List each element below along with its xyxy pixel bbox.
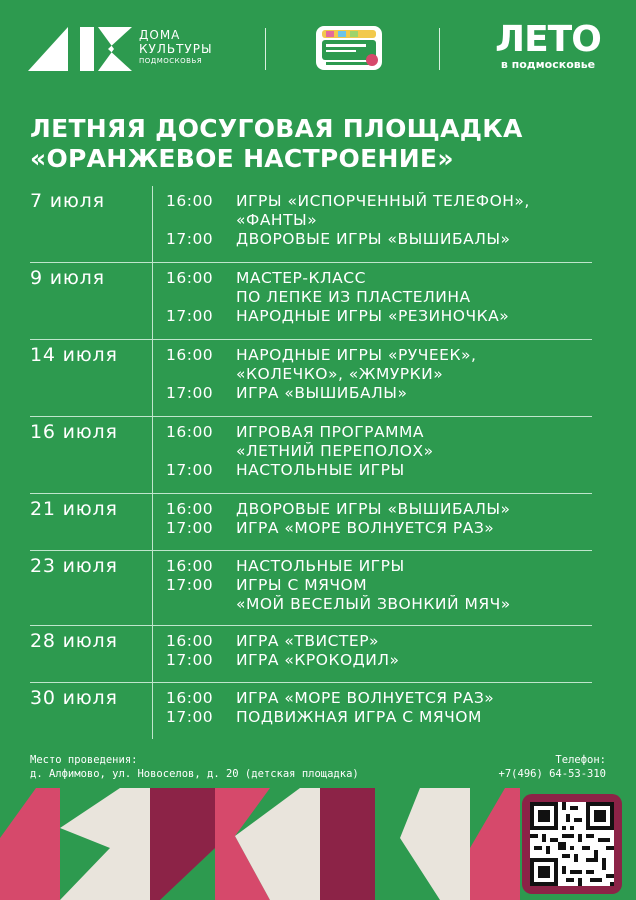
event-time: 16:00: [166, 632, 214, 650]
row-divider: [152, 494, 153, 550]
brand-line-1: ДОМА: [139, 28, 181, 42]
schedule-row: [30, 417, 592, 494]
event-description: [236, 192, 592, 230]
event-time: 17:00: [166, 708, 214, 726]
schedule-events: [166, 340, 592, 409]
header-divider-1: [265, 28, 266, 70]
schedule-date: 28 июля: [30, 630, 118, 652]
schedule-event: [166, 689, 592, 708]
event-description: [236, 384, 592, 403]
event-line: ПОДВИЖНАЯ ИГРА С МЯЧОМ: [236, 708, 482, 726]
header: [0, 0, 636, 100]
event-description: [236, 230, 592, 249]
event-time: 16:00: [166, 423, 214, 441]
event-time: 16:00: [166, 346, 214, 364]
schedule-date: 30 июля: [30, 687, 118, 709]
event-description: [236, 500, 592, 519]
schedule-row: [30, 186, 592, 263]
event-line: ИГРА «МОРЕ ВОЛНУЕТСЯ РАЗ»: [236, 689, 495, 707]
event-time: 17:00: [166, 519, 214, 537]
schedule-event: [166, 500, 592, 519]
schedule-event: [166, 708, 592, 727]
event-description: [236, 689, 592, 708]
phone-number: +7(496) 64-53-310: [498, 768, 606, 780]
schedule-row: [30, 551, 592, 626]
header-divider-2: [439, 28, 440, 70]
row-divider: [152, 340, 153, 416]
event-line: ИГРА «КРОКОДИЛ»: [236, 651, 400, 669]
row-divider: [152, 683, 153, 739]
event-line: ИГРА «ТВИСТЕР»: [236, 632, 380, 650]
row-divider: [152, 186, 153, 262]
event-line: МАСТЕР-КЛАСС: [236, 269, 366, 287]
event-description: [236, 269, 592, 307]
row-divider: [152, 417, 153, 493]
schedule-event: [166, 192, 592, 230]
brand-text: [139, 28, 213, 66]
event-time: 16:00: [166, 192, 214, 210]
phone-label: Телефон:: [555, 754, 606, 766]
event-line: НАСТОЛЬНЫЕ ИГРЫ: [236, 461, 405, 479]
event-line: ИГРЫ «ИСПОРЧЕННЫЙ ТЕЛЕФОН»,: [236, 192, 530, 210]
schedule-date: 21 июля: [30, 498, 118, 520]
event-description: [236, 346, 592, 384]
schedule-event: [166, 230, 592, 249]
event-description: [236, 557, 592, 576]
schedule-event: [166, 576, 592, 614]
schedule-date: 7 июля: [30, 190, 105, 212]
schedule-table: [30, 186, 592, 739]
event-time: 17:00: [166, 576, 214, 594]
schedule-event: [166, 269, 592, 307]
schedule-row: [30, 494, 592, 551]
event-line: НАСТОЛЬНЫЕ ИГРЫ: [236, 557, 405, 575]
schedule-events: [166, 683, 592, 733]
event-time: 16:00: [166, 557, 214, 575]
leto-title: ЛЕТО: [495, 19, 601, 60]
venue-address: д. Алфимово, ул. Новоселов, д. 20 (детская площадка): [30, 768, 359, 780]
event-description: [236, 519, 592, 538]
event-time: 17:00: [166, 461, 214, 479]
event-time: 16:00: [166, 269, 214, 287]
schedule-date: 9 июля: [30, 267, 105, 289]
schedule-events: [166, 626, 592, 676]
event-line: «КОЛЕЧКО», «ЖМУРКИ»: [236, 365, 444, 383]
event-line: НАРОДНЫЕ ИГРЫ «РЕЗИНОЧКА»: [236, 307, 510, 325]
event-description: [236, 307, 592, 326]
schedule-events: [166, 186, 592, 255]
event-line: НАРОДНЫЕ ИГРЫ «РУЧЕЕК»,: [236, 346, 477, 364]
schedule-date: 14 июля: [30, 344, 118, 366]
phone-info: [499, 753, 606, 781]
schedule-row: [30, 263, 592, 340]
event-description: [236, 423, 592, 461]
schedule-events: [166, 494, 592, 544]
event-line: ДВОРОВЫЕ ИГРЫ «ВЫШИБАЛЫ»: [236, 500, 511, 518]
qr-container: [522, 794, 622, 894]
title-line-2: «ОРАНЖЕВОЕ НАСТРОЕНИЕ»: [30, 144, 454, 173]
schedule-date: 16 июля: [30, 421, 118, 443]
schedule-row: [30, 340, 592, 417]
row-divider: [152, 551, 153, 625]
brand-line-3: ПОДМОСКОВЬЯ: [139, 57, 203, 65]
event-description: [236, 651, 592, 670]
schedule-row: [30, 683, 592, 739]
event-line: ИГРЫ С МЯЧОМ: [236, 576, 368, 594]
leto-subtitle: в подмосковье: [500, 58, 596, 71]
event-line: «ФАНТЫ»: [236, 211, 318, 229]
schedule-event: [166, 307, 592, 326]
page-title: [30, 114, 523, 174]
event-time: 17:00: [166, 651, 214, 669]
event-time: 17:00: [166, 230, 214, 248]
event-line: «МОЙ ВЕСЕЛЫЙ ЗВОНКИЙ МЯЧ»: [236, 595, 511, 613]
event-description: [236, 632, 592, 651]
event-line: ИГРА «ВЫШИБАЛЫ»: [236, 384, 408, 402]
event-time: 17:00: [166, 384, 214, 402]
event-line: «ЛЕТНИЙ ПЕРЕПОЛОХ»: [236, 442, 434, 460]
event-time: 17:00: [166, 307, 214, 325]
row-divider: [152, 263, 153, 339]
schedule-event: [166, 557, 592, 576]
schedule-event: [166, 519, 592, 538]
event-description: [236, 708, 592, 727]
venue-label: Место проведения:: [30, 754, 138, 766]
event-line: ПО ЛЕПКЕ ИЗ ПЛАСТЕЛИНА: [236, 288, 471, 306]
schedule-event: [166, 461, 592, 480]
qr-code-icon[interactable]: [530, 802, 614, 886]
event-time: 16:00: [166, 500, 214, 518]
event-time: 16:00: [166, 689, 214, 707]
schedule-row: [30, 626, 592, 683]
schedule-events: [166, 417, 592, 486]
venue-info: [30, 753, 359, 781]
row-divider: [152, 626, 153, 682]
event-line: ИГРА «МОРЕ ВОЛНУЕТСЯ РАЗ»: [236, 519, 495, 537]
schedule-event: [166, 384, 592, 403]
title-line-1: ЛЕТНЯЯ ДОСУГОВАЯ ПЛОЩАДКА: [30, 114, 523, 143]
leto-logo: [486, 19, 610, 72]
schedule-event: [166, 423, 592, 461]
event-description: [236, 461, 592, 480]
dk-logo-icon: [28, 27, 132, 71]
schedule-event: [166, 632, 592, 651]
schedule-events: [166, 551, 592, 620]
brand-line-2: КУЛЬТУРЫ: [139, 42, 213, 56]
event-description: [236, 576, 592, 614]
emblem-icon: [314, 22, 384, 74]
schedule-events: [166, 263, 592, 332]
event-line: ИГРОВАЯ ПРОГРАММА: [236, 423, 424, 441]
schedule-date: 23 июля: [30, 555, 118, 577]
schedule-event: [166, 651, 592, 670]
event-line: ДВОРОВЫЕ ИГРЫ «ВЫШИБАЛЫ»: [236, 230, 511, 248]
schedule-event: [166, 346, 592, 384]
